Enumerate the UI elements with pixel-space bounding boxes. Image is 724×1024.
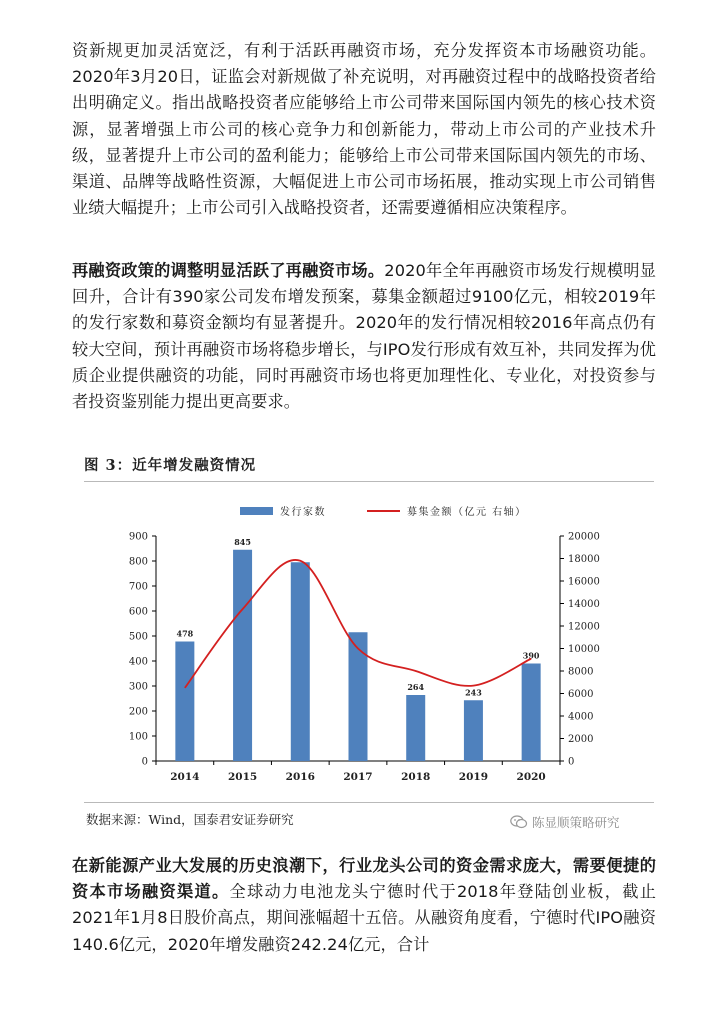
bar: [233, 550, 252, 761]
bar-data-label: 243: [465, 687, 482, 698]
bar: [175, 642, 194, 762]
y-right-tick-label: 0: [568, 756, 575, 768]
paragraph-refinancing-market: [72, 258, 656, 415]
y-left-tick-label: 300: [128, 681, 148, 693]
y-right-tick-label: 2000: [568, 734, 594, 745]
paragraph-new-energy: [72, 853, 656, 958]
watermark-text: 陈显顺策略研究: [532, 815, 620, 830]
bar-data-label: 478: [176, 628, 194, 639]
y-right-tick-label: 16000: [568, 576, 600, 588]
bar: [349, 632, 368, 761]
y-right-tick-label: 6000: [568, 689, 594, 700]
y-right-tick-label: 14000: [568, 599, 600, 610]
y-right-tick-label: 8000: [568, 666, 594, 678]
y-left-tick-label: 200: [128, 706, 148, 718]
watermark: [510, 813, 620, 831]
wechat-icon: [510, 815, 528, 829]
bar: [291, 562, 310, 761]
x-tick-label: 2017: [343, 771, 373, 783]
y-right-tick-label: 20000: [568, 531, 600, 543]
bar: [522, 664, 541, 762]
y-right-tick-label: 18000: [568, 554, 600, 565]
legend-swatch-bar: [240, 507, 273, 515]
y-left-tick-label: 700: [128, 581, 148, 593]
y-left-tick-label: 100: [128, 731, 148, 743]
x-tick-label: 2018: [401, 771, 431, 783]
figure-title: 图 3：近年增发融资情况: [84, 457, 257, 474]
paragraph-lead-bold: 在新能源产业大发展的历史浪潮下，行业龙头公司的资金需求庞大，需要便捷的资本市场融资渠道。: [72, 856, 656, 902]
paragraph-policy-details: [72, 38, 656, 221]
paragraph-text: 2020年全年再融资市场发行规模明显回升，合计有390家公司发布增发预案，募集金额超过9100亿元，相较2019年的发行家数和募资金额均有显著提升。2020年的发行情况相较2016年高点仍有较大空间，预计再融资市场将稳步增长，与IPO发行形成有效互补，共同发挥为优质企业提供融资的功能，同时再融资市场也将更加理性化、专业化，对投资参与者投资鉴别能力提出更高要求。: [72, 261, 656, 412]
bar: [464, 700, 483, 761]
figure-source: 数据来源：Wind，国泰君安证券研究: [86, 812, 294, 827]
x-tick-label: 2015: [227, 771, 258, 783]
bar-data-label: 390: [522, 650, 540, 661]
bar-data-label: 264: [407, 682, 425, 692]
paragraph-text: 资新规更加灵活宽泛，有利于活跃再融资市场，充分发挥资本市场融资功能。2020年3月20日，证监会对新规做了补充说明，对再融资过程中的战略投资者给出明确定义。指出战略投资者应能够给上市公司带来国际国内领先的核心技术资源，显著增强上市公司的核心竞争力和创新能力，带动上市公司的产业技术升级，显著提升上市公司的盈利能力；能够给上市公司带来国际国内领先的市场、渠道、品牌等战略性资源，大幅促进上市公司市场拓展，推动实现上市公司销售业绩大幅提升；上市公司引入战略投资者，还需要遵循相应决策程序。: [72, 41, 656, 218]
y-left-tick-label: 0: [141, 756, 148, 768]
refinancing-chart: [84, 484, 654, 800]
y-right-tick-label: 4000: [568, 711, 594, 723]
figure-top-rule: [84, 481, 654, 482]
y-left-tick-label: 500: [128, 631, 148, 643]
figure-bottom-rule: [84, 802, 654, 803]
x-tick-label: 2014: [170, 771, 200, 783]
y-right-tick-label: 12000: [568, 621, 600, 633]
bar-data-label: 845: [234, 536, 251, 547]
y-left-tick-label: 600: [128, 606, 148, 618]
paragraph-text: 全球动力电池龙头宁德时代于2018年登陆创业板，截止2021年1月8日股价高点，期间涨幅超十五倍。从融资角度看，宁德时代IPO融资140.6亿元，2020年增发融资242.24亿元，合计: [72, 882, 657, 954]
y-left-tick-label: 900: [128, 531, 148, 543]
x-tick-label: 2020: [516, 771, 546, 783]
y-right-tick-label: 10000: [568, 644, 600, 655]
bar: [406, 695, 425, 761]
legend-label-line: 募集金额（亿元 右轴）: [407, 507, 527, 518]
paragraph-lead-bold: 再融资政策的调整明显活跃了再融资市场。: [72, 261, 385, 280]
y-left-tick-label: 800: [128, 556, 148, 568]
x-tick-label: 2016: [285, 771, 315, 783]
y-left-tick-label: 400: [128, 656, 148, 668]
legend-label-bar: 发行家数: [280, 507, 326, 518]
x-tick-label: 2019: [458, 771, 489, 783]
